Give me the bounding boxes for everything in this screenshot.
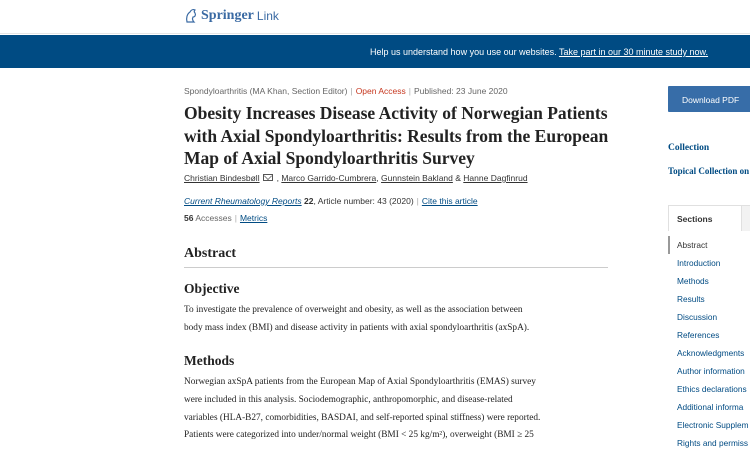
volume-number: 22 (304, 196, 314, 206)
nav-item[interactable]: Introduction (677, 258, 721, 268)
sections-tabs (668, 205, 750, 231)
objective-text: To investigate the prevalence of overweight and obesity, as well as the association between body mass index (BMI) and disease activity in patients with axial spondyloarthritis (axSpA). (184, 305, 530, 333)
email-icon[interactable] (263, 174, 273, 181)
banner-study-link[interactable]: Take part in our 30 minute study now. (558, 47, 709, 57)
open-access-badge: Open Access (355, 86, 406, 96)
nav-item[interactable]: Methods (677, 276, 709, 286)
nav-item[interactable]: Author information (677, 366, 745, 376)
accesses-label: Accesses (195, 213, 232, 223)
tab-sections[interactable]: Sections (669, 206, 741, 232)
author-link[interactable]: Hanne Dagfinrud (463, 173, 528, 183)
study-banner (0, 35, 750, 68)
metrics-line: 56 Accesses | Metrics (184, 213, 268, 223)
author-link[interactable]: Christian Bindesbøll (184, 173, 260, 183)
methods-text: Norwegian axSpA patients from the European Map of Axial Spondyloarthritis (EMAS) survey were included in this analysis. Sociodemographic, anthropomorphic, and disease-related variables (HLA-B27, comorbidities, BASDAI, and self-reported spinal stiffness) were reported. Patients were categorized into under/normal weight (BMI < 25 kg/m²), overweight (BMI ≥ 25 (184, 377, 541, 441)
abstract-heading: Abstract (184, 246, 608, 268)
nav-item[interactable]: Rights and permiss (677, 438, 749, 448)
journal-link[interactable]: Current Rheumatology Reports (184, 196, 302, 206)
banner-text: Help us understand how you use our websites. (370, 47, 557, 57)
author-list: Christian Bindesbøll , Marco Garrido-Cumbrera, Gunnstein Bakland & Hanne Dagfinrud (184, 173, 528, 183)
accesses-count: 56 (184, 213, 194, 223)
published-date: Published: 23 June 2020 (414, 86, 508, 96)
article-number: , Article number: 43 (2020) (313, 196, 414, 206)
logo-link-word: Link (256, 9, 279, 23)
sections-nav (668, 236, 750, 449)
methods-heading: Methods (184, 353, 235, 368)
collection-link[interactable]: Topical Collection on (668, 166, 750, 176)
nav-item[interactable]: Results (677, 294, 705, 304)
metrics-link[interactable]: Metrics (239, 213, 268, 223)
nav-item[interactable]: Acknowledgments (677, 348, 745, 358)
collection-heading: Collection (668, 143, 710, 153)
author-link[interactable]: Marco Garrido-Cumbrera (281, 173, 377, 183)
springer-link-logo[interactable] (184, 8, 279, 24)
cite-link[interactable]: Cite this article (421, 196, 478, 206)
nav-item[interactable]: Discussion (677, 312, 718, 322)
objective-heading: Objective (184, 281, 240, 296)
article-title: Obesity Increases Disease Activity of Norwegian Patients with Axial Spondyloarthritis: Results from the European Map of Axial Spondyloarthritis Survey (184, 103, 609, 168)
section-label: Spondyloarthritis (MA Khan, Section Editor) (184, 86, 348, 96)
citation-line: Current Rheumatology Reports 22, Article number: 43 (2020) | Cite this article (184, 196, 478, 206)
site-header (0, 0, 750, 34)
article-meta: Spondyloarthritis (MA Khan, Section Editor) | Open Access | Published: 23 June 2020 (184, 86, 508, 96)
logo-word: Springer (201, 8, 254, 23)
nav-item[interactable]: Abstract (668, 236, 750, 254)
springer-horse-icon (184, 8, 198, 24)
nav-item[interactable]: Electronic Supplem (677, 420, 749, 430)
author-link[interactable]: Gunnstein Bakland (381, 173, 453, 183)
nav-item[interactable]: Ethics declarations (677, 384, 747, 394)
download-pdf-button[interactable]: Download PDF (668, 86, 750, 112)
nav-item[interactable]: References (677, 330, 720, 340)
nav-item[interactable]: Additional informa (677, 402, 744, 412)
tab-next[interactable] (741, 206, 750, 231)
